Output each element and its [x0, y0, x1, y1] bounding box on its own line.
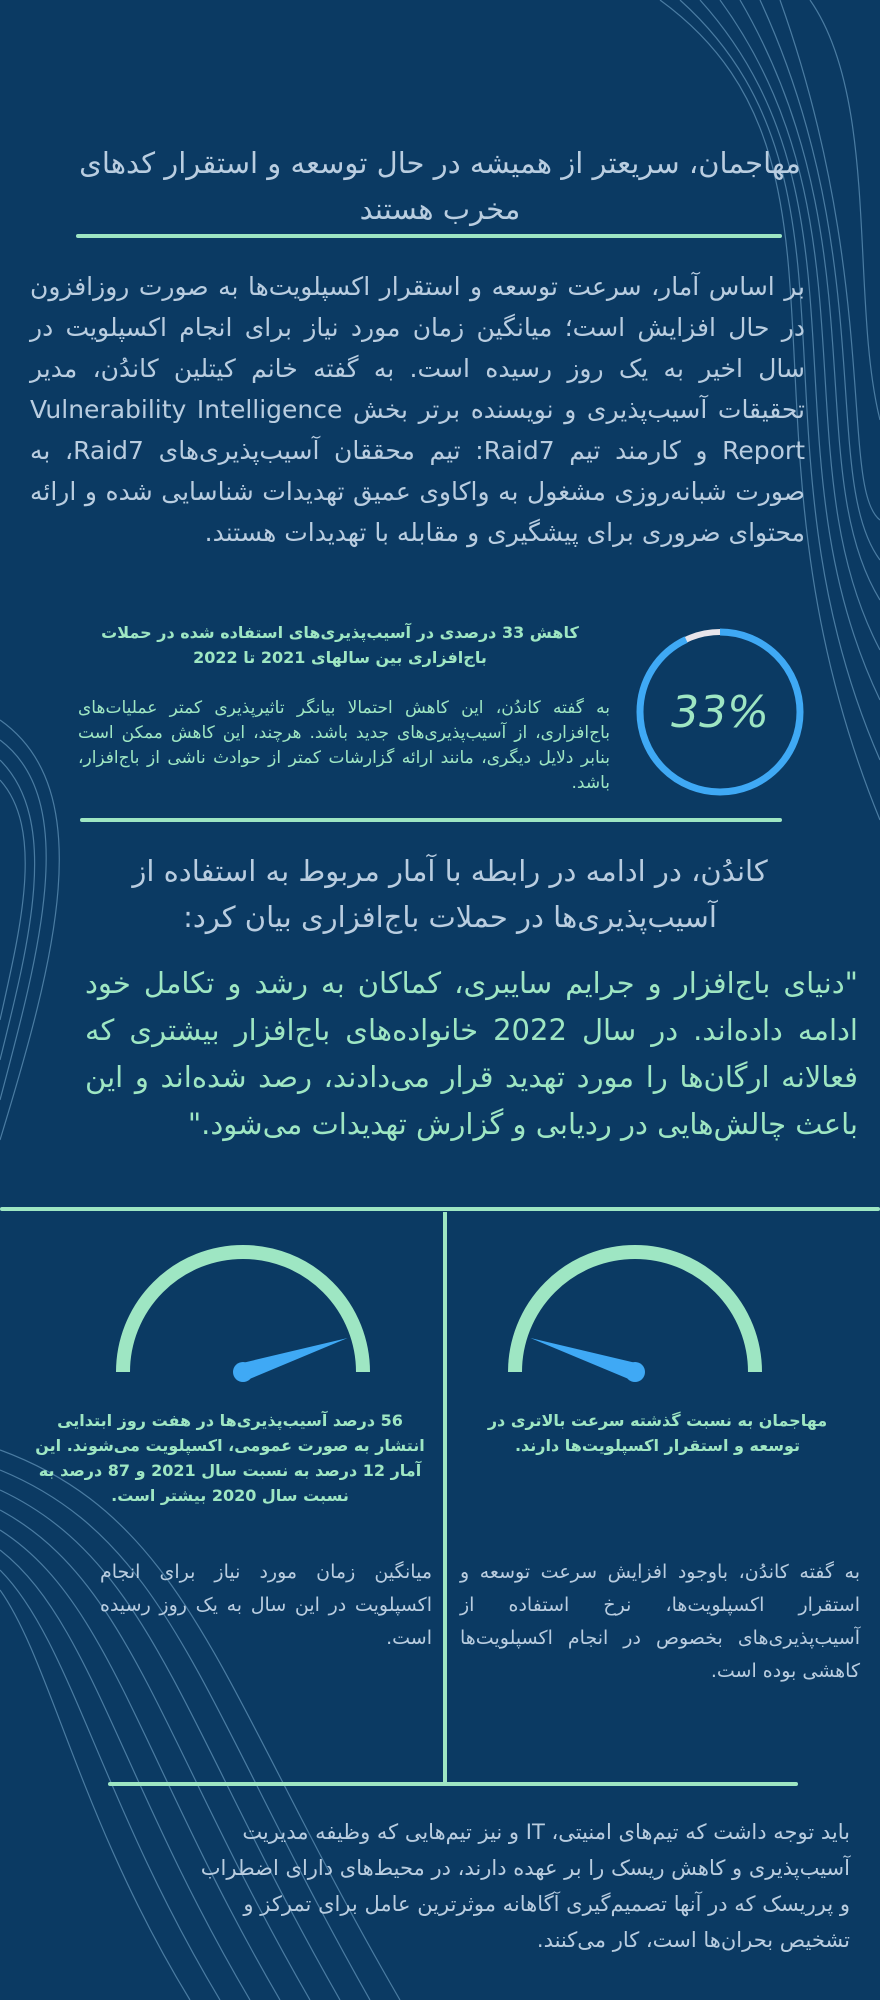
gauge-hub: [625, 1362, 645, 1382]
left-column-text: میانگین زمان مورد نیاز برای انجام اکسپلویت در این سال به یک روز رسیده است.: [100, 1561, 432, 1649]
right-column-heading: مهاجمان به نسبت گذشته سرعت بالاتری در توسعه و استقرار اکسپلویت‌ها دارند.: [487, 1411, 828, 1455]
stat-description: به گفته کاندُن، این کاهش احتمالا بیانگر تاثیرپذیری کمتر عملیات‌های باج‌افزاری، از آسیب‌پذیری‌های جدید باشد. هرچند، این کاهش ممکن است بنابر دلایل دیگری، مانند ارائه گزارشات کمتر از حوادث ناشی از باج‌افزار، باشد.: [78, 698, 610, 793]
subheading: کاندُن، در ادامه در رابطه با آمار مربوط به استفاده از آسیب‌پذیری‌ها در حملات باج‌افزاری بیان کرد:: [132, 854, 768, 934]
section-divider: [80, 818, 782, 822]
closing-paragraph: باید توجه داشت که تیم‌های امنیتی، IT و نیز تیم‌هایی که وظیفه مدیریت آسیب‌پذیری و کاهش ریسک را بر عهده دارند، در محیط‌های دارای اضطراب و پرریسک که در آنها تصمیم‌گیری آگاهانه موثرترین عامل برای تمرکز و تشخیص بحران‌ها است، کار می‌کنند.: [200, 1820, 850, 1952]
right-gauge: [505, 1242, 765, 1382]
gauge-needle: [240, 1338, 347, 1381]
left-gauge: [113, 1242, 373, 1382]
quote-block: "دنیای باج‌افزار و جرایم سایبری، کماکان به رشد و تکامل خود ادامه داده‌اند. در سال 2022 خانواده‌های باج‌افزار بیشتری که فعالانه ارگان‌ها را مورد تهدید قرار می‌دادند، رصد شده‌اند و این باعث چالش‌هایی در ردیابی و گزارش تهدیدات می‌شود.": [85, 966, 858, 1141]
ring-percent-label: 33%: [671, 686, 769, 738]
gauge-arc: [123, 1252, 363, 1372]
columns-top-divider: [0, 1207, 880, 1211]
page-title: مهاجمان، سریعتر از همیشه در حال توسعه و استقرار کدهای مخرب هستند: [79, 146, 801, 226]
right-column-text: به گفته کاندُن، باوجود افزایش سرعت توسعه و استقرار اکسپلویت‌ها، نرخ استفاده از آسیب‌پذیری‌های بخصوص در انجام اکسپلویت‌ها کاهشی بوده است.: [460, 1561, 860, 1682]
stat-heading: کاهش 33 درصدی در آسیب‌پذیری‌های استفاده شده در حملات باج‌افزاری بین سالهای 2021 تا 2022: [101, 623, 579, 667]
column-divider: [443, 1212, 447, 1782]
gauge-hub: [233, 1362, 253, 1382]
left-column-heading: 56 درصد آسیب‌پذیری‌ها در هفت روز ابتدایی انتشار به صورت عمومی، اکسپلویت می‌شوند. این آمار 12 درصد به نسبت سال 2021 و 87 درصد به نسبت سال 2020 بیشتر است.: [35, 1411, 425, 1505]
gauge-needle: [530, 1338, 637, 1381]
intro-paragraph: بر اساس آمار، سرعت توسعه و استقرار اکسپلویت‌ها به صورت روزافزون در حال افزایش است؛ میانگین زمان مورد نیاز برای انجام اکسپلویت در سال اخیر به یک روز رسیده است. به گفته خانم کیتلین کاندُن، مدیر تحقیقات آسیب‌پذیری و نویسنده برتر بخش Vulnerability Intelligence Report و کارمند تیم Raid7: تیم محققان آسیب‌پذیری‌های Raid7، به صورت شبانه‌روزی مشغول به واکاوی عمیق تهدیدات شناسایی شده و ارائه محتوای ضروری برای پیشگیری و مقابله با تهدیدات هستند.: [30, 272, 805, 547]
gauge-arc: [515, 1252, 755, 1372]
title-divider: [76, 234, 782, 238]
closing-divider: [108, 1782, 798, 1786]
